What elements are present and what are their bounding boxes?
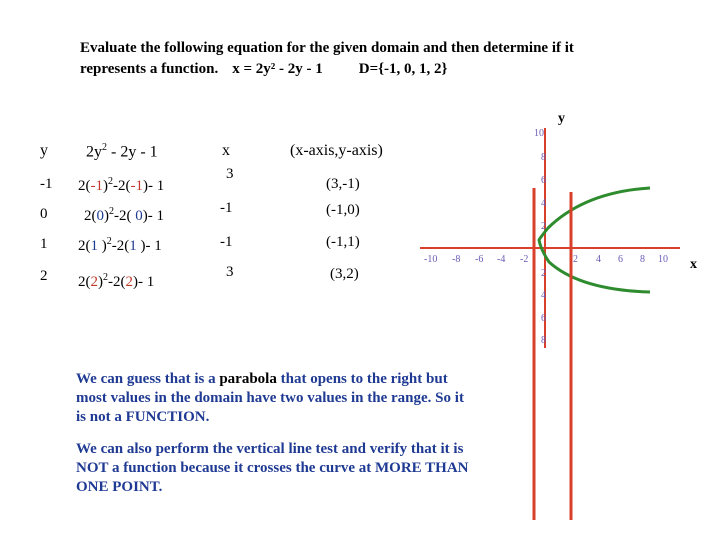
y-tick: 2 <box>541 221 546 232</box>
row2-sub-a: 0 <box>96 208 104 224</box>
x-tick: 4 <box>596 254 601 265</box>
header-x: x <box>222 142 230 159</box>
explanation-1c: that opens to the right but most values in the domain have two values in the range. So it is not a FUNCTION. <box>76 371 464 425</box>
row3-y: 1 <box>40 236 48 252</box>
row1-y: -1 <box>40 176 53 192</box>
y-axis-label: y <box>558 111 565 126</box>
row1-substitution: $2(-1)^2-2(-1)-$ 1 <box>78 176 165 194</box>
explanation-paragraph-1 <box>76 370 476 427</box>
row3-pair: (-1,1) <box>326 234 360 250</box>
y-tick: 2 <box>541 268 546 279</box>
y-tick: 4 <box>541 290 546 301</box>
y-tick: 6 <box>541 313 546 324</box>
row3-sub-a: 1 <box>90 238 98 254</box>
row2-pair: (-1,0) <box>326 202 360 218</box>
row1-pair: (3,-1) <box>326 176 360 192</box>
explanation-1-keyword: parabola <box>219 371 277 387</box>
y-tick: 6 <box>541 175 546 186</box>
row2-substitution: $2(0)^2-2$( 0)- 1 <box>84 206 164 224</box>
row1-sub-a: -1 <box>90 178 103 194</box>
x-tick: -2 <box>520 254 529 265</box>
row4-sub-b: 2 <box>125 274 133 290</box>
row4-y: 2 <box>40 268 48 284</box>
y-tick: 10 <box>534 128 544 139</box>
x-tick: -10 <box>424 254 438 265</box>
equation: x = 2y² - 2y - 1 <box>232 61 323 77</box>
row2-y: 0 <box>40 206 48 222</box>
x-tick: -4 <box>497 254 506 265</box>
x-tick: -8 <box>452 254 461 265</box>
y-tick: 8 <box>541 335 546 346</box>
row1-sub-b: -1 <box>130 178 143 194</box>
domain: D={-1, 0, 1, 2} <box>358 61 448 77</box>
row2-x: -1 <box>220 200 233 216</box>
problem-line-2-prefix: represents a function. <box>80 61 219 77</box>
header-pair: (x-axis,y-axis) <box>290 142 383 159</box>
problem-line-1: Evaluate the following equation for the given domain and then determine if it <box>80 40 574 56</box>
x-tick: 6 <box>618 254 623 265</box>
header-expression: $2y^2 - 2y - 1$ <box>86 142 158 161</box>
x-tick: 10 <box>658 254 668 265</box>
row2-sub-b: 0 <box>135 208 143 224</box>
x-axis-label: x <box>690 257 697 272</box>
header-y: y <box>40 142 48 159</box>
row3-x: -1 <box>220 234 233 250</box>
x-tick: 8 <box>640 254 645 265</box>
row4-sub-a: 2 <box>90 274 98 290</box>
explanation-1a: We can guess that is a <box>76 371 216 387</box>
row4-pair: (3,2) <box>330 266 359 282</box>
explanation-paragraph-2: We can also perform the vertical line test and verify that it is NOT a function because it crosses the curve at MORE THAN ONE POINT. <box>76 441 469 495</box>
y-tick: 8 <box>541 152 546 163</box>
row4-x: 3 <box>226 264 234 280</box>
row1-x: 3 <box>226 166 234 182</box>
row4-substitution: $2(2)^2-2(2)-$ 1 <box>78 272 155 290</box>
parabola-curve <box>539 188 650 292</box>
x-tick: 2 <box>573 254 578 265</box>
y-tick: 4 <box>541 198 546 209</box>
x-tick: -6 <box>475 254 484 265</box>
row3-substitution: 2(1 )$^2$-2(1 )- 1 <box>78 236 162 254</box>
row3-sub-b: 1 <box>129 238 137 254</box>
